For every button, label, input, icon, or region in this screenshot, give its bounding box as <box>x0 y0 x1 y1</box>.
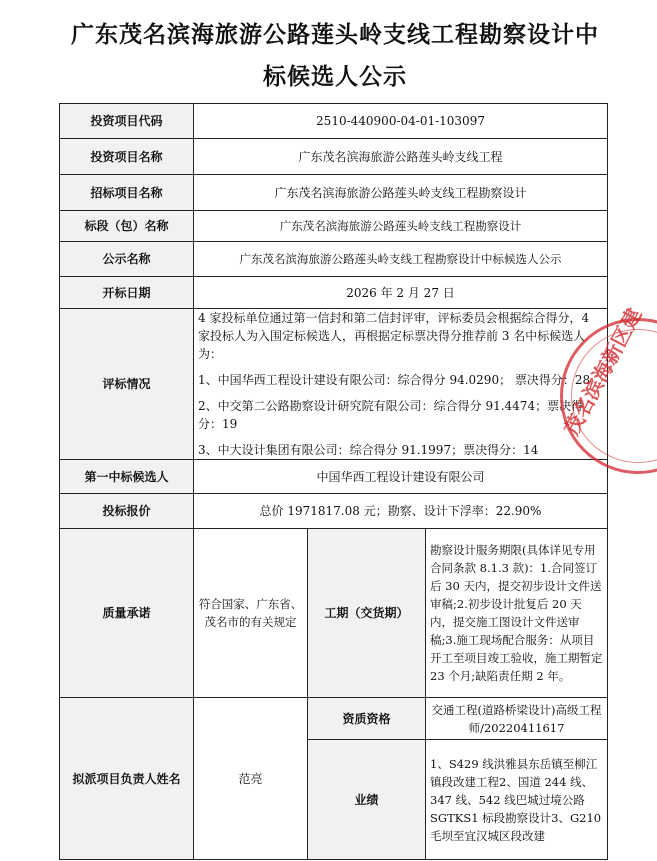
value-tender-name: 广东茂名滨海旅游公路莲头岭支线工程勘察设计 <box>194 175 608 211</box>
row-first-candidate <box>60 460 608 494</box>
label-tender-name: 招标项目名称 <box>60 175 194 211</box>
label-commitment: 质量承诺 <box>60 529 194 698</box>
candidate-3: 3、中大设计集团有限公司：综合得分 91.1997；票决得分：14 <box>198 443 539 457</box>
value-evaluation <box>194 309 608 460</box>
value-section-name: 广东茂名滨海旅游公路莲头岭支线工程勘察设计 <box>194 211 608 242</box>
label-qualification: 资质资格 <box>308 698 426 740</box>
label-project-code: 投资项目代码 <box>60 104 194 139</box>
value-manager: 范亮 <box>194 698 308 860</box>
label-open-date: 开标日期 <box>60 277 194 309</box>
label-project-name: 投资项目名称 <box>60 139 194 175</box>
title-line-2: 标候选人公示 <box>263 63 407 90</box>
value-notice-name: 广东茂名滨海旅游公路莲头岭支线工程勘察设计中标候选人公示 <box>194 242 608 277</box>
row-notice-name <box>60 242 608 277</box>
label-manager: 拟派项目负责人姓名 <box>60 698 194 860</box>
row-tender-name <box>60 175 608 211</box>
page-title <box>40 14 630 98</box>
value-commitment: 符合国家、广东省、茂名市的有关规定 <box>194 529 308 698</box>
row-open-date <box>60 277 608 309</box>
row-manager-qual <box>60 698 608 740</box>
candidate-1: 1、中国华西工程设计建设有限公司：综合得分 94.0290； 票决得分：28 <box>198 373 591 387</box>
label-period: 工期（交货期） <box>308 529 426 698</box>
title-line-1: 广东茂名滨海旅游公路莲头岭支线工程勘察设计中 <box>71 21 599 48</box>
value-period: 勘察设计服务期限(具体详见专用合同条款 8.1.3 款)：1.合同签订后 30 天内，提交初步设计文件送审稿;2.初步设计批复后 20 天内，提交施工图设计文件送审稿;3.施工现场配合服务：从项目开工至项目竣工验收，施工期暂定 23 个月;缺陷责任期 2 年。 <box>426 529 608 698</box>
row-project-code <box>60 104 608 139</box>
row-evaluation <box>60 309 608 460</box>
value-open-date: 2026 年 2 月 27 日 <box>194 277 608 309</box>
candidate-2: 2、中交第二公路勘察设计研究院有限公司：综合得分 91.4474；票决得分：19 <box>198 399 584 431</box>
evaluation-intro: 4 家投标单位通过第一信封和第二信封评审，评标委员会根据综合得分，4 家投标人为入围定标候选人，再根据定标票决得分推荐前 3 名中标候选人为： <box>198 311 590 361</box>
value-first-candidate: 中国华西工程设计建设有限公司 <box>194 460 608 494</box>
row-section-name <box>60 211 608 242</box>
value-project-name: 广东茂名滨海旅游公路莲头岭支线工程 <box>194 139 608 175</box>
row-bid-price <box>60 494 608 529</box>
label-section-name: 标段（包）名称 <box>60 211 194 242</box>
label-first-candidate: 第一中标候选人 <box>60 460 194 494</box>
seal-text: 茂名滨海新区建 <box>559 304 647 439</box>
label-evaluation: 评标情况 <box>60 309 194 460</box>
value-performance: 1、S429 线洪雅县东岳镇至柳江镇段改建工程2、国道 244 线、347 线、542 线巴城过境公路 SGTKS1 标段勘察设计3、G210 毛坝至宜汉城区段改建 <box>426 740 608 860</box>
row-commitment <box>60 529 608 698</box>
row-project-name <box>60 139 608 175</box>
label-bid-price: 投标报价 <box>60 494 194 529</box>
label-performance: 业绩 <box>308 740 426 860</box>
label-notice-name: 公示名称 <box>60 242 194 277</box>
value-bid-price: 总价 1971817.08 元；勘察、设计下浮率：22.90% <box>194 494 608 529</box>
notice-table <box>59 103 608 860</box>
value-project-code: 2510-440900-04-01-103097 <box>194 104 608 139</box>
value-qualification: 交通工程(道路桥梁设计)高级工程师/20220411617 <box>426 698 608 740</box>
